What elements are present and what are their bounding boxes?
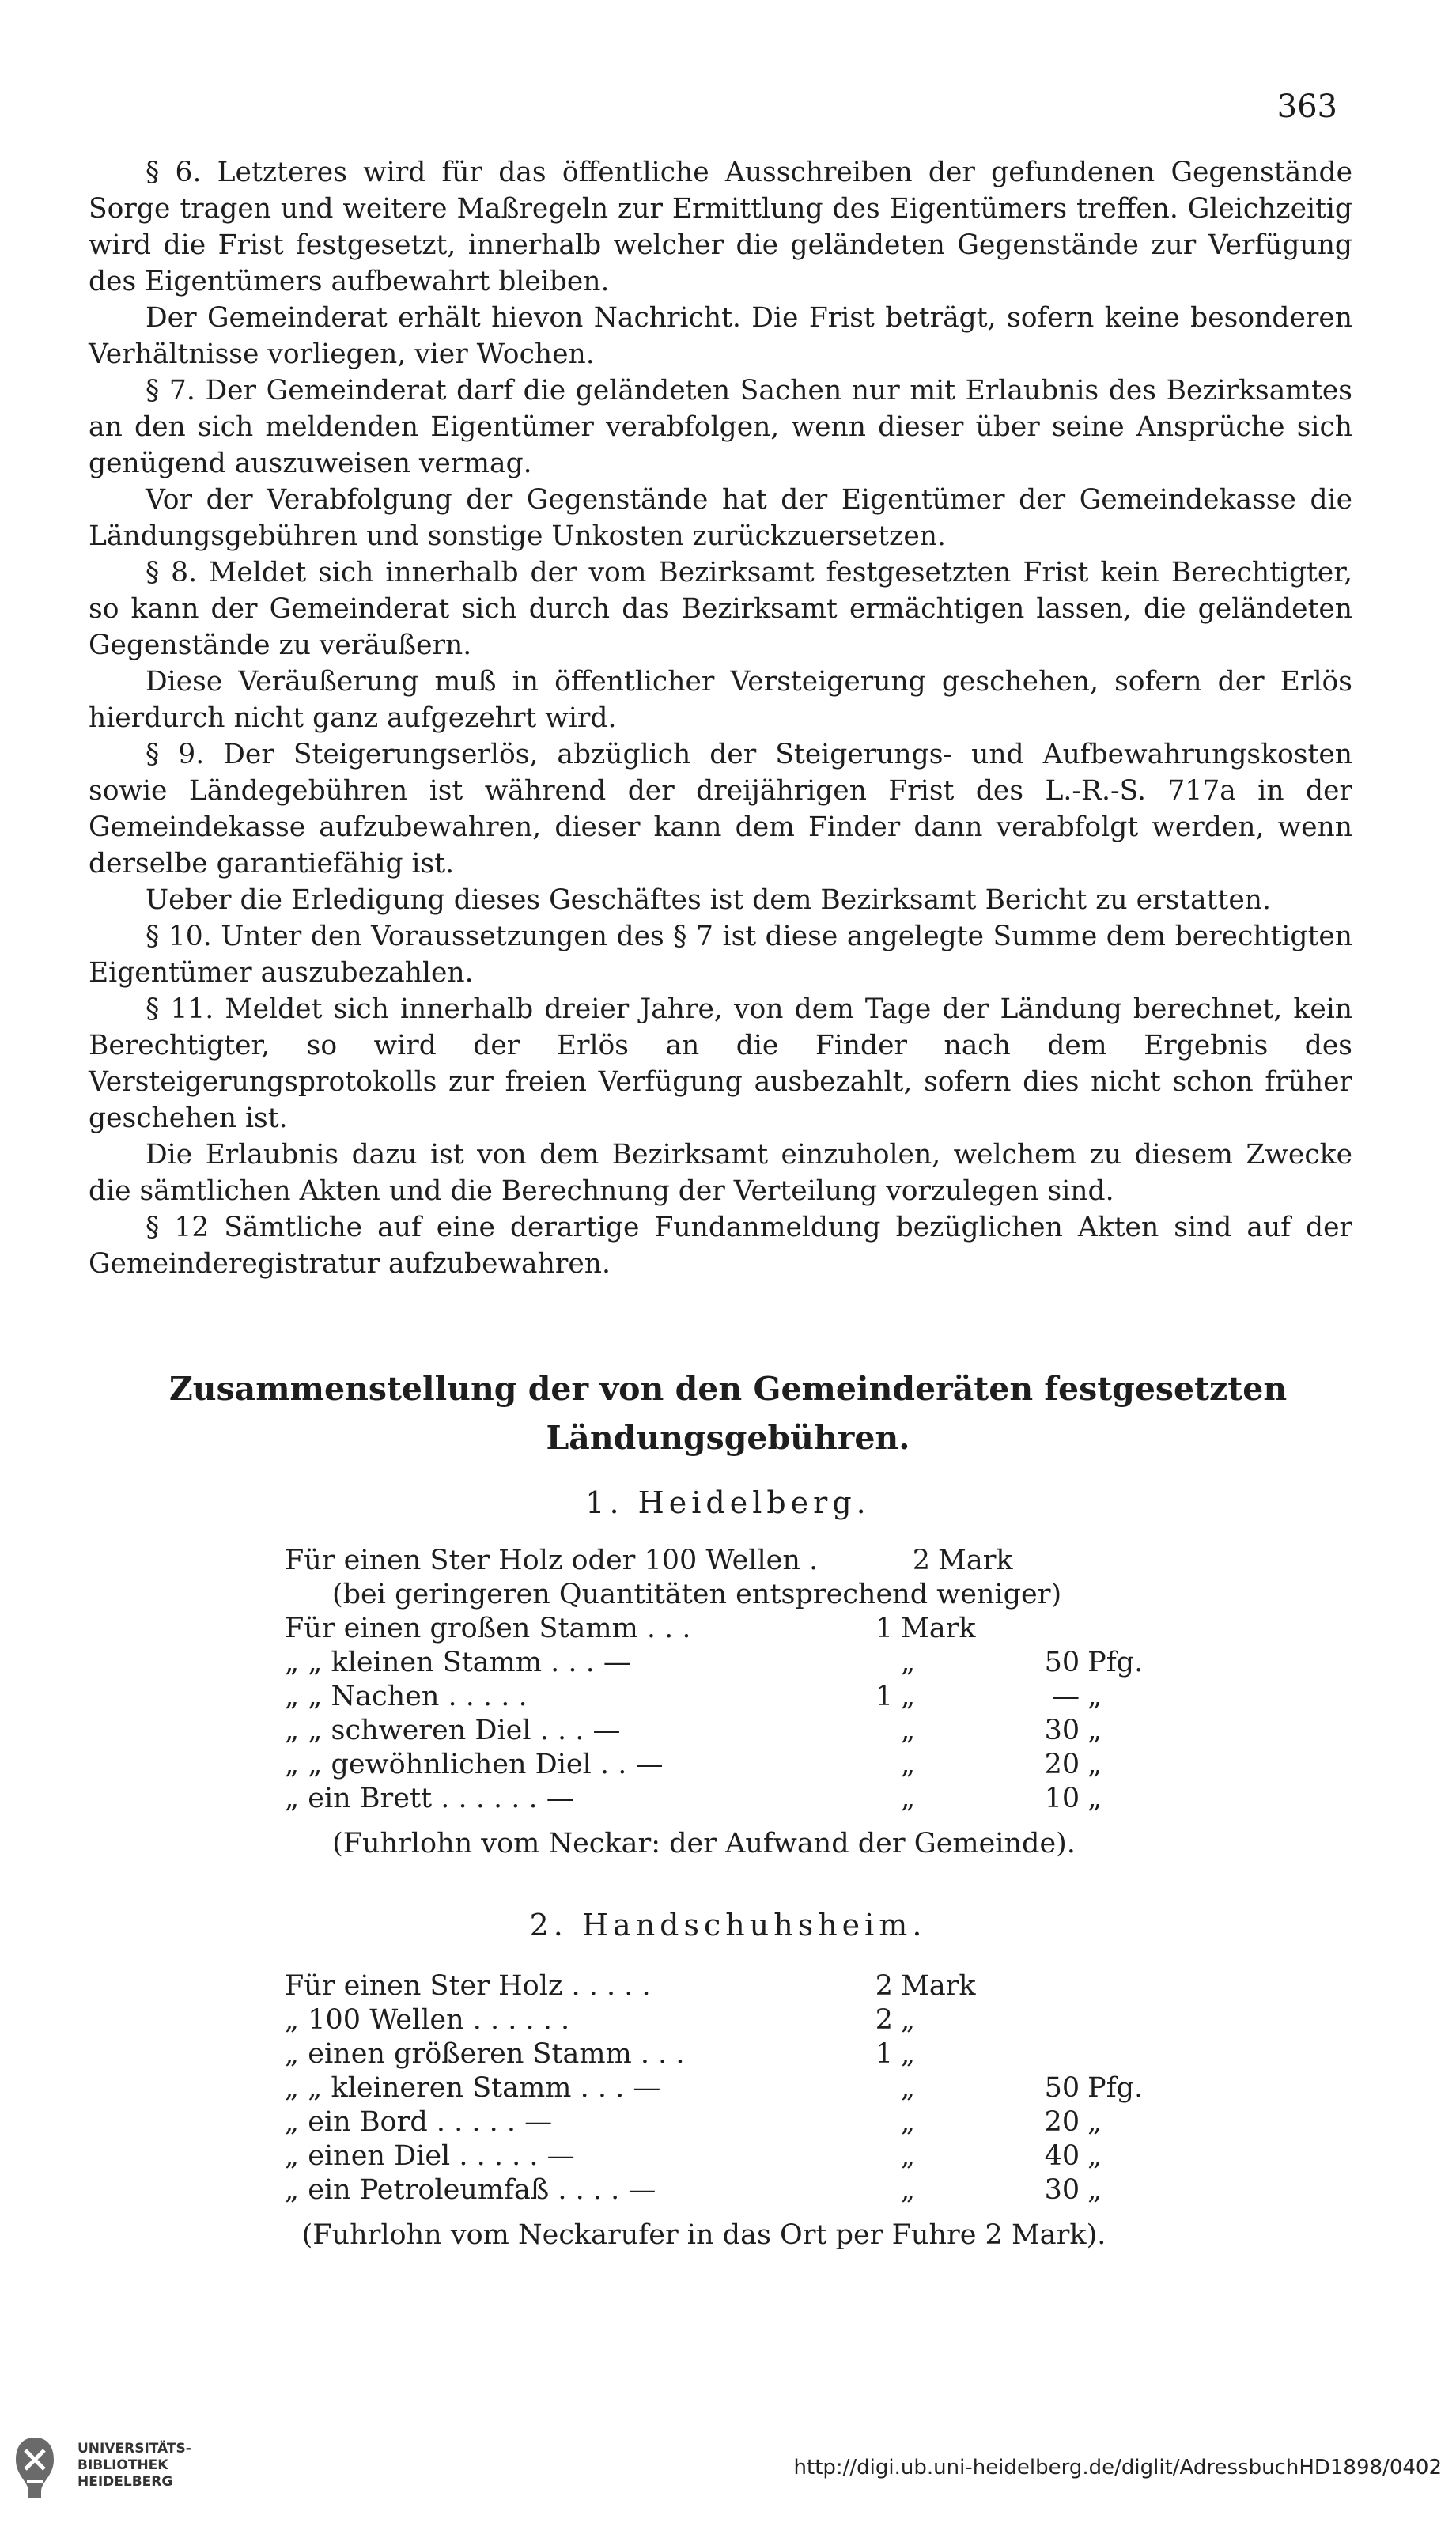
rate-qty: 2 (912, 1545, 930, 1576)
rate-qty: 1 (875, 1681, 893, 1712)
rate-label: „ 100 Wellen . . . . . . (285, 2004, 570, 2036)
rate-unit: „ (901, 1681, 916, 1712)
rate-note: (bei geringeren Quantitäten entsprechend weniger) (332, 1579, 1062, 1610)
rate-currency: „ (1087, 1749, 1102, 1780)
rate-unit: „ (901, 2174, 916, 2206)
rate-currency (1080, 1612, 1155, 1646)
section-title-line: Ländungsgebühren. (546, 1419, 910, 1457)
logo-line: UNIVERSITÄTS- (78, 2441, 191, 2457)
logo-line: HEIDELBERG (78, 2474, 173, 2490)
rate-value (1012, 1612, 1080, 1646)
rate-footnote: (Fuhrlohn vom Neckarufer in das Ort per Fuhre 2 Mark). (301, 2219, 1106, 2251)
rate-value: 50 (1044, 1647, 1080, 1678)
rate-row (285, 2173, 1155, 2207)
rate-qty: 2 (875, 2004, 893, 2036)
rate-rows (285, 1969, 1155, 2207)
heidelberg-heading: 1. Heidelberg. (585, 1485, 871, 1520)
rate-label: Für einen Ster Holz oder 100 Wellen . (285, 1545, 819, 1576)
logo-line: BIBLIOTHEK (78, 2457, 168, 2473)
rate-unit: „ (901, 2004, 916, 2036)
ordinance-text (89, 154, 1352, 1282)
rate-value: 20 (1044, 2106, 1080, 2138)
rate-label: „ einen größeren Stamm . . . (285, 2038, 685, 2070)
paragraph: Ueber die Erledigung dieses Geschäftes ist dem Bezirksamt Bericht zu erstatten. (146, 884, 1271, 916)
rate-currency: Pfg. (1087, 2072, 1144, 2104)
rate-unit: Mark (901, 1613, 976, 1644)
footer (0, 2420, 1456, 2523)
rate-label: „ einen Diel . . . . . — (285, 2140, 575, 2172)
rate-unit: Mark (901, 1970, 976, 2002)
rate-label: „ „ schweren Diel . . . — (285, 1715, 621, 1746)
paragraph: § 9. Der Steigerungserlös, abzüglich der Steigerungs- und Aufbewahrungskosten sowie Ländegebühren ist während der dreijährigen Frist des L.-R.-S. 717a in der Gemeindekasse aufzubewahren, dieser kann dem Finder dann verabfolgt werden, wenn derselbe garantiefähig ist. (89, 739, 1352, 879)
rate-currency: „ (1087, 1715, 1102, 1746)
rate-unit: Mark (938, 1545, 1013, 1576)
rate-unit: „ (901, 1647, 916, 1678)
rate-currency: Pfg. (1087, 1647, 1144, 1678)
rate-qty (859, 2173, 893, 2207)
rate-row (285, 2139, 1155, 2173)
rate-unit: „ (901, 1715, 916, 1746)
rate-unit: „ (901, 2106, 916, 2138)
rate-row (285, 1680, 1155, 1714)
rate-qty: 1 (875, 1613, 893, 1644)
rate-qty (859, 2105, 893, 2139)
rate-currency (1080, 2003, 1155, 2037)
rate-label: „ „ kleineren Stamm . . . — (285, 2072, 661, 2104)
paragraph: § 7. Der Gemeinderat darf die geländeten Sachen nur mit Erlaubnis des Bezirksamtes an den sich meldenden Eigentümer verabfolgen, wenn dieser über seine Ansprüche sich genügend auszuweisen vermag. (89, 375, 1352, 479)
rate-currency (1080, 1969, 1155, 2003)
rate-label: „ „ gewöhnlichen Diel . . — (285, 1749, 664, 1780)
rate-currency: „ (1087, 2140, 1102, 2172)
rate-value (1012, 1969, 1080, 2003)
rate-label: Für einen großen Stamm . . . (285, 1613, 691, 1644)
paragraph: Die Erlaubnis dazu ist von dem Bezirksamt einzuholen, welchem zu diesem Zwecke die sämtlichen Akten und die Berechnung der Verteilung vorzulegen sind. (89, 1139, 1352, 1207)
rate-qty (859, 1714, 893, 1748)
heidelberg-rates (285, 1544, 1155, 1861)
rate-qty (859, 2139, 893, 2173)
rate-label: „ ein Brett . . . . . . — (285, 1783, 574, 1814)
paragraph: § 11. Meldet sich innerhalb dreier Jahre, von dem Tage der Ländung berechnet, kein Berechtigter, so wird der Erlös an die Finder nach dem Ergebnis des Versteigerungsprotokolls zur freien Verfügung ausbezahlt, sofern dies nicht schon früher geschehen ist. (89, 993, 1352, 1134)
rate-qty (859, 1646, 893, 1680)
rate-label: „ ein Petroleumfaß . . . . — (285, 2174, 656, 2206)
rate-row (285, 1969, 1155, 2003)
rate-row (285, 1544, 1155, 1578)
rate-label: „ „ kleinen Stamm . . . — (285, 1647, 631, 1678)
rate-label: „ ein Bord . . . . . — (285, 2106, 553, 2138)
rate-currency (1080, 2037, 1155, 2071)
rate-row (285, 1646, 1155, 1680)
rate-currency: „ (1087, 1783, 1102, 1814)
handschuhsheim-heading: 2. Handschuhsheim. (529, 1908, 927, 1942)
paragraph: § 10. Unter den Voraussetzungen des § 7 ist diese angelegte Summe dem berechtigten Eigentümer auszubezahlen. (89, 921, 1352, 989)
paragraph: § 12 Sämtliche auf eine derartige Fundanmeldung bezüglichen Akten sind auf der Gemeinderegistratur aufzubewahren. (89, 1212, 1352, 1280)
page-number: 363 (1276, 89, 1337, 125)
rate-row (285, 2105, 1155, 2139)
section-title (0, 1364, 1456, 1462)
rate-rows (285, 1612, 1155, 1816)
rate-row (285, 2037, 1155, 2071)
rate-value (1012, 2003, 1080, 2037)
rate-footnote: (Fuhrlohn vom Neckar: der Aufwand der Gemeinde). (332, 1828, 1076, 1859)
section-title-line: Zusammenstellung der von den Gemeinderäten festgesetzten (168, 1370, 1288, 1408)
rate-value: 30 (1044, 1715, 1080, 1746)
rate-row (285, 2071, 1155, 2105)
rate-qty (859, 1782, 893, 1816)
rate-qty: 2 (875, 1970, 893, 2002)
rate-currency: „ (1087, 1681, 1102, 1712)
rate-unit: „ (901, 1749, 916, 1780)
rate-currency: „ (1087, 2106, 1102, 2138)
rate-unit: „ (901, 2072, 916, 2104)
rate-row (285, 1782, 1155, 1816)
rate-row (285, 1748, 1155, 1782)
rate-label: „ „ Nachen . . . . . (285, 1681, 528, 1712)
rate-value: 50 (1044, 2072, 1080, 2104)
library-logo-icon (11, 2434, 59, 2501)
paragraph: Vor der Verabfolgung der Gegenstände hat der Eigentümer der Gemeindekasse die Ländungsgebühren und sonstige Unkosten zurückzuersetzen. (89, 484, 1352, 552)
rate-qty (859, 1748, 893, 1782)
rate-value (1012, 2037, 1080, 2071)
rate-value: — (1052, 1681, 1080, 1712)
paragraph: § 6. Letzteres wird für das öffentliche Ausschreiben der gefundenen Gegenstände Sorge tragen und weitere Maßregeln zur Ermittlung des Eigentümers treffen. Gleichzeitig wird die Frist festgesetzt, innerhalb welcher die geländeten Gegenstände zur Verfügung des Eigentümers aufbewahrt bleiben. (89, 157, 1352, 297)
rate-qty (859, 2071, 893, 2105)
paragraph: § 8. Meldet sich innerhalb der vom Bezirksamt festgesetzten Frist kein Berechtigter, so kann der Gemeinderat sich durch das Bezirksamt ermächtigen lassen, die geländeten Gegenstände zu veräußern. (89, 557, 1352, 661)
rate-value: 10 (1044, 1783, 1080, 1814)
rate-row (285, 1612, 1155, 1646)
rate-value: 30 (1044, 2174, 1080, 2206)
rate-label: Für einen Ster Holz . . . . . (285, 1970, 651, 2002)
library-logo-text (78, 2441, 191, 2491)
paragraph: Der Gemeinderat erhält hievon Nachricht. Die Frist beträgt, sofern keine besonderen Verhältnisse vorliegen, vier Wochen. (89, 302, 1352, 370)
rate-unit: „ (901, 2038, 916, 2070)
rate-currency: „ (1087, 2174, 1102, 2206)
rate-row (285, 2003, 1155, 2037)
rate-unit: „ (901, 1783, 916, 1814)
rate-value: 40 (1044, 2140, 1080, 2172)
rate-value: 20 (1044, 1749, 1080, 1780)
rate-qty: 1 (875, 2038, 893, 2070)
handschuhsheim-rates (285, 1969, 1155, 2253)
rate-row (285, 1714, 1155, 1748)
paragraph: Diese Veräußerung muß in öffentlicher Versteigerung geschehen, sofern der Erlös hierdurch nicht ganz aufgezehrt wird. (89, 666, 1352, 734)
source-url-link[interactable]: http://digi.ub.uni-heidelberg.de/diglit/AdressbuchHD1898/0402 (793, 2456, 1442, 2480)
rate-unit: „ (901, 2140, 916, 2172)
